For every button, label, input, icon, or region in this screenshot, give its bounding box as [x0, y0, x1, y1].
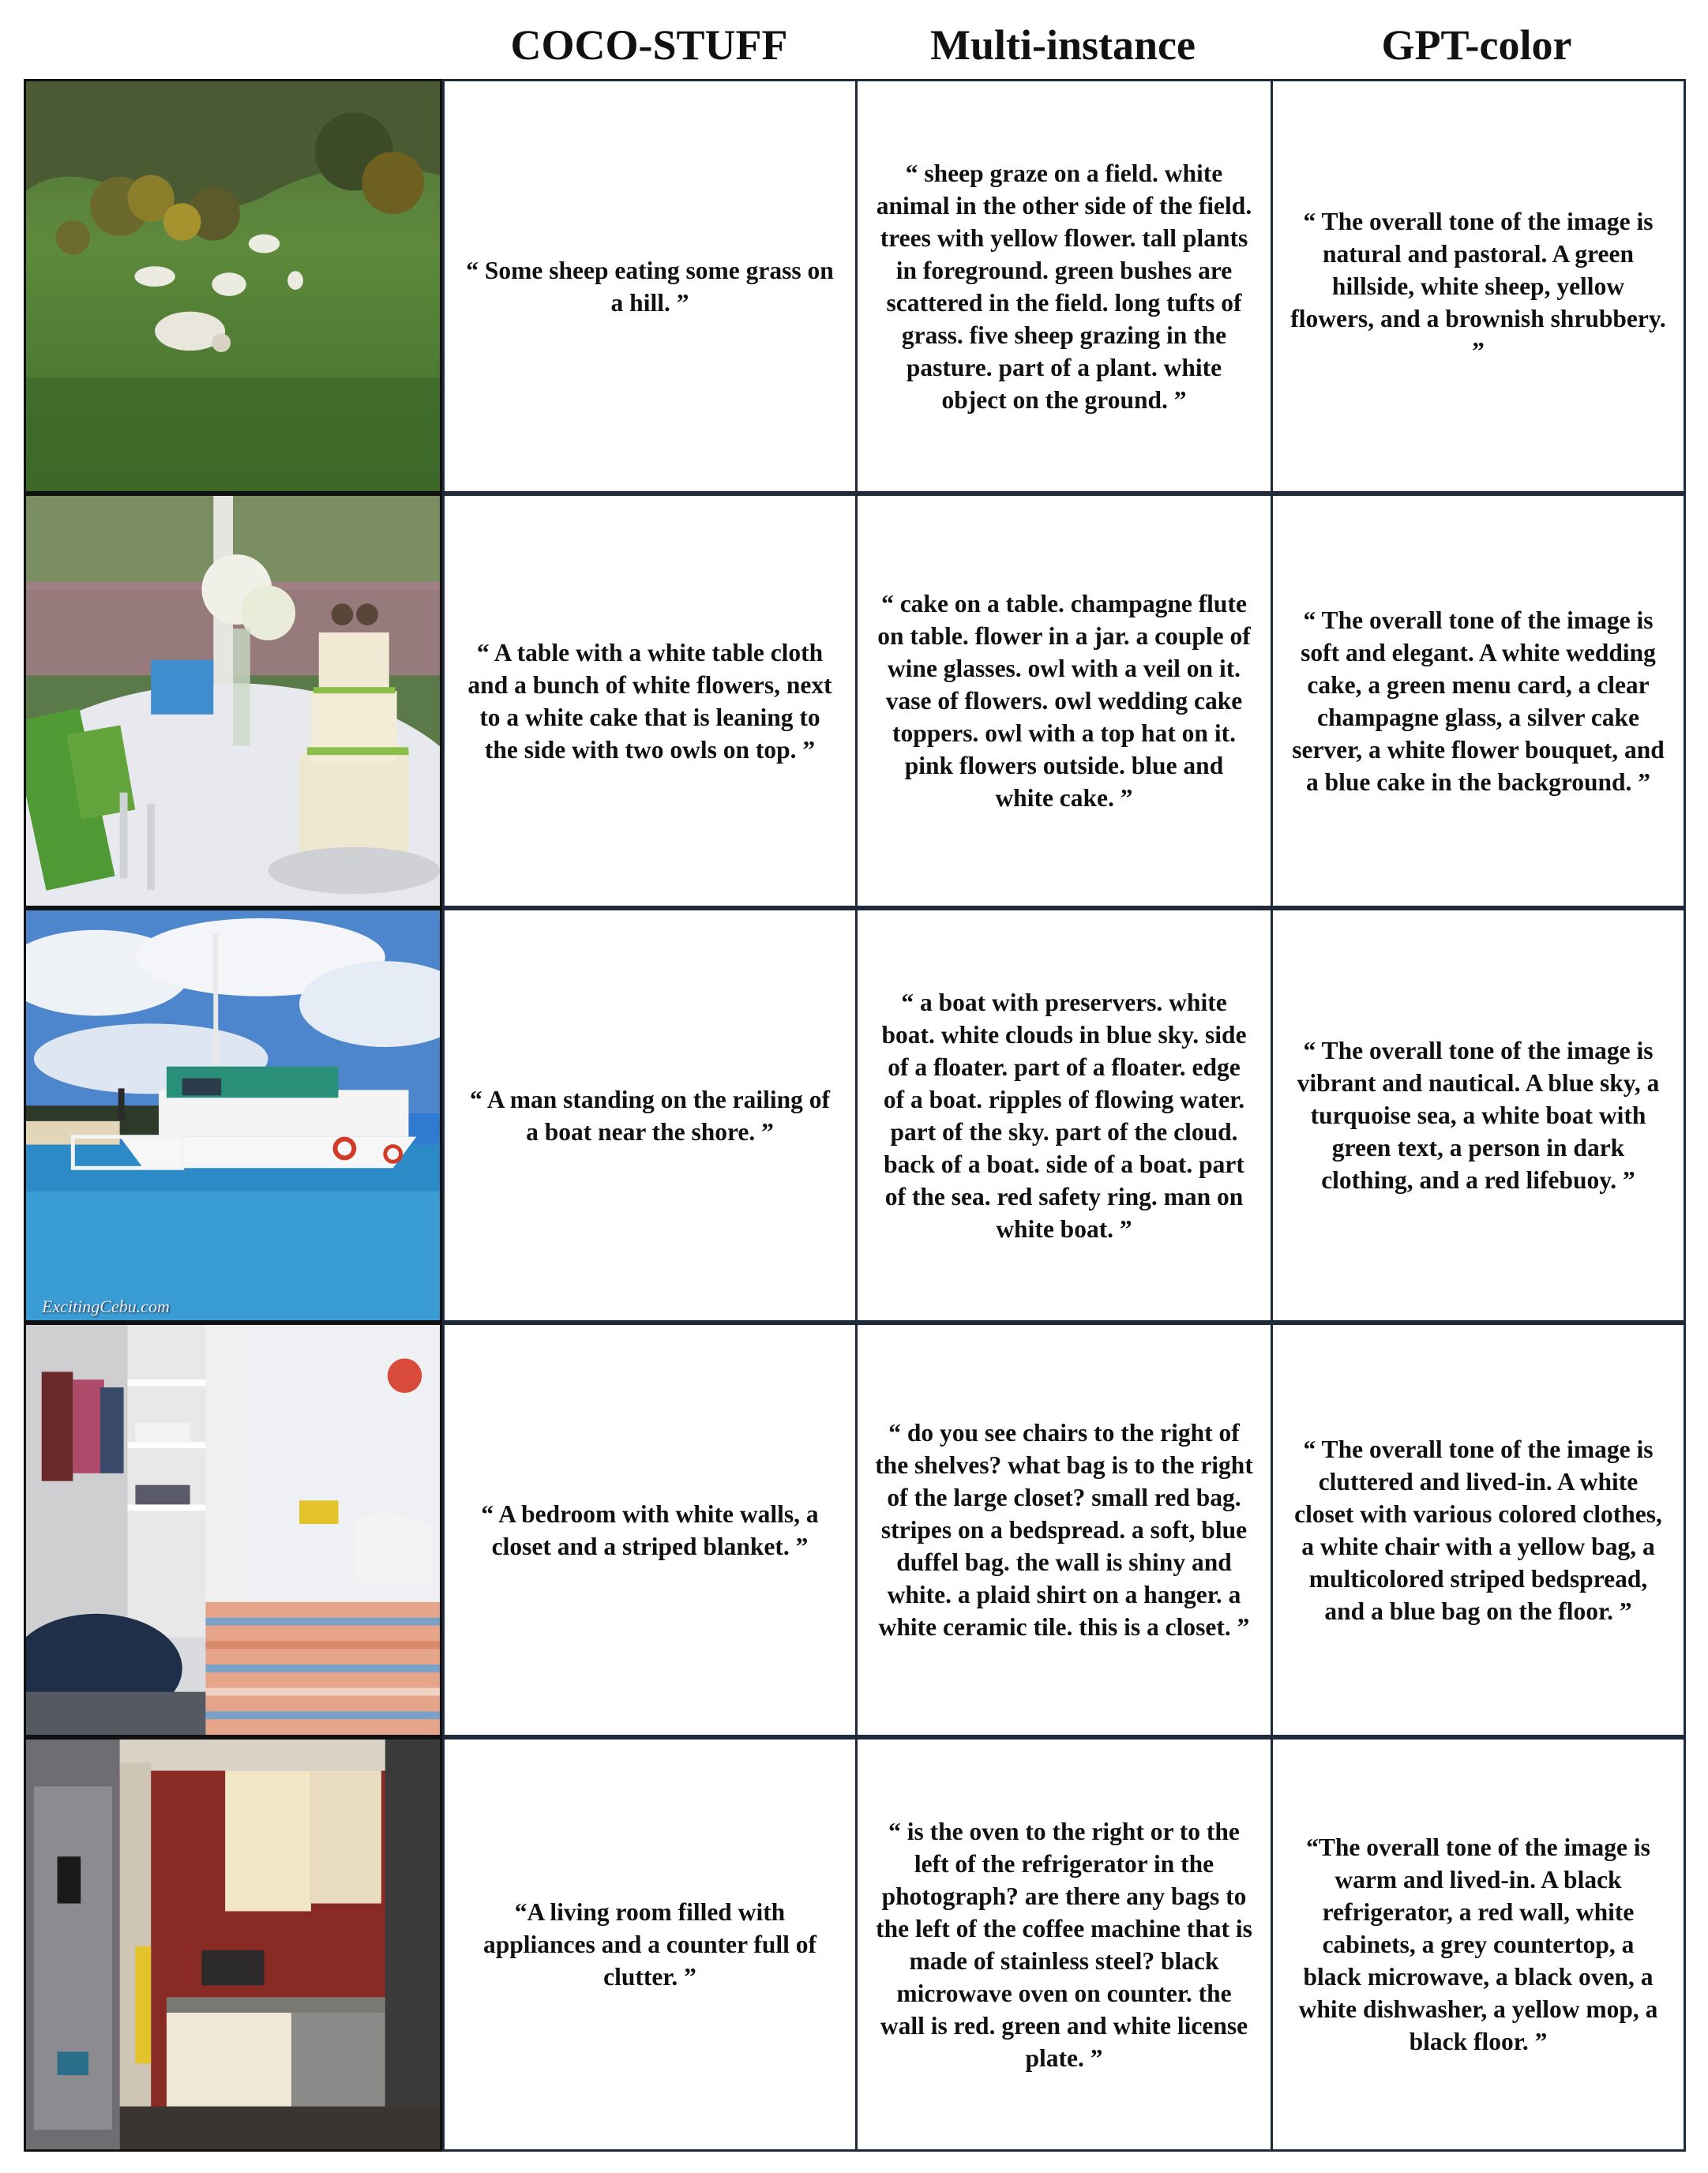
boat-near-shore-photo	[24, 908, 442, 1323]
wedding-cake-table-photo	[24, 494, 442, 908]
header-multi-instance: Multi-instance	[930, 21, 1196, 69]
coco-caption: “ A man standing on the railing of a boat near the shore. ”	[442, 908, 858, 1323]
multi-instance-caption: “ is the oven to the right or to the left of the refrigerator in the photograph? are there any bags to the left of the coffee machine that is made of stainless steel? black microwave oven on counter. the wall is red. green and white license plate. ”	[855, 1737, 1273, 2152]
gpt-color-caption: “ The overall tone of the image is soft and elegant. A white wedding cake, a green menu card, a clear champagne glass, a silver cake server, a white flower bouquet, and a blue cake in the background. ”	[1271, 494, 1686, 908]
multi-instance-caption: “ do you see chairs to the right of the shelves? what bag is to the right of the large closet? small red bag. stripes on a bedspread. a soft, blue duffel bag. the wall is shiny and white. a plaid shirt on a hanger. a white ceramic tile. this is a closet. ”	[855, 1323, 1273, 1737]
coco-caption: “ A table with a white table cloth and a bunch of white flowers, next to a white cake that is leaning to the side with two owls on top. ”	[442, 494, 858, 908]
watermark-text: ExcitingCebu.com	[42, 1297, 170, 1316]
multi-instance-caption: “ a boat with preservers. white boat. white clouds in blue sky. side of a floater. part of a floater. edge of a boat. ripples of flowing water. part of the sky. part of the cloud. back of a boat. side of a boat. part of the sea. red safety ring. man on white boat. ”	[855, 908, 1273, 1323]
gpt-color-caption: “ The overall tone of the image is cluttered and lived-in. A white closet with various colored clothes, a white chair with a yellow bag, a multicolored striped bedspread, and a blue bag on the floor. ”	[1271, 1323, 1686, 1737]
sheep-on-hillside-photo	[24, 79, 442, 494]
header-coco-stuff: COCO-STUFF	[510, 21, 788, 69]
coco-caption: “A living room filled with appliances and a counter full of clutter. ”	[442, 1737, 858, 2152]
header-gpt-color: GPT-color	[1381, 21, 1572, 69]
coco-caption: “ Some sheep eating some grass on a hill. ”	[442, 79, 858, 494]
column-header-row	[0, 0, 1708, 79]
multi-instance-caption: “ cake on a table. champagne flute on table. flower in a jar. a couple of wine glasses. owl with a veil on it. vase of flowers. owl wedding cake toppers. owl with a top hat on it. pink flowers outside. blue and white cake. ”	[855, 494, 1273, 908]
gpt-color-caption: “ The overall tone of the image is natural and pastoral. A green hillside, white sheep, yellow flowers, and a brownish shrubbery. ”	[1271, 79, 1686, 494]
kitchen-photo	[24, 1737, 442, 2152]
gpt-color-caption: “The overall tone of the image is warm and lived-in. A black refrigerator, a red wall, white cabinets, a grey countertop, a black microwave, a black oven, a white dishwasher, a yellow mop, a black floor. ”	[1271, 1737, 1686, 2152]
gpt-color-caption: “ The overall tone of the image is vibrant and nautical. A blue sky, a turquoise sea, a white boat with green text, a person in dark clothing, and a red lifebuoy. ”	[1271, 908, 1686, 1323]
coco-caption: “ A bedroom with white walls, a closet and a striped blanket. ”	[442, 1323, 858, 1737]
multi-instance-caption: “ sheep graze on a field. white animal in the other side of the field. trees with yellow flower. tall plants in foreground. green bushes are scattered in the field. long tufts of grass. five sheep grazing in the pasture. part of a plant. white object on the ground. ”	[855, 79, 1273, 494]
bedroom-closet-photo	[24, 1323, 442, 1737]
